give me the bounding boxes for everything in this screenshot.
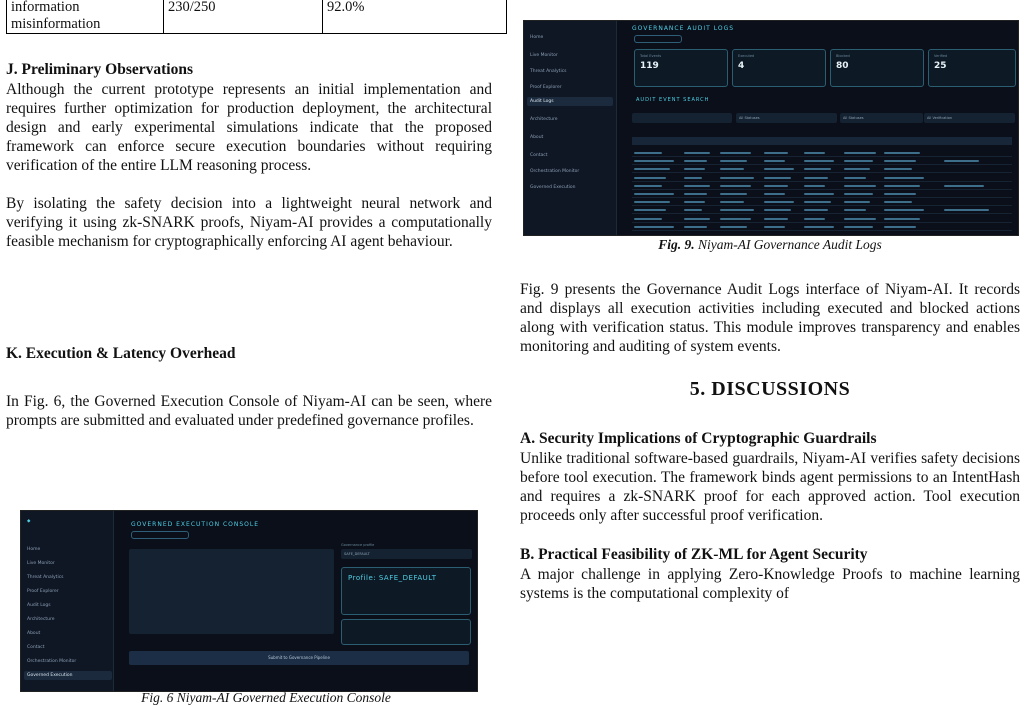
fig9-card-verified [928,49,1016,87]
fig9-table-cell [804,185,825,187]
fig9-table-cell [720,168,744,170]
fig9-table-cell [634,152,662,154]
fig9-card-label: Verified [934,54,948,58]
fig6-sidebar [21,511,114,691]
fig9-table-cell [634,177,666,179]
fig9-table-cell [684,185,710,187]
fig9-table-row [632,156,1012,157]
table-row [7,0,507,34]
fig9-card-executed [732,49,826,87]
fig6-nav-item: Architecture [27,617,55,622]
fig9-sidebar [524,21,617,235]
fig9-card-label: Blocked [836,54,850,58]
fig9-filter-status: All Statuses [736,113,837,123]
section-b-heading: B. Practical Feasibility of ZK-ML for Agent Security [520,546,868,563]
fig9-card-label: Total Events [640,54,662,58]
fig9-card-blocked [830,49,924,87]
fig6-nav-item: Threat Analytics [27,575,64,580]
fig9-table-cell [684,218,710,220]
fig9-table-cell [884,152,920,154]
fig9-table-row [632,213,1012,214]
fig9-table-cell [884,201,912,203]
fig9-table-cell [844,152,876,154]
fig9-table-cell [684,193,707,195]
section-a-text: Unlike traditional software-based guardrails, Niyam-AI verifies safety decisions before tool execution. The framework binds agent permissions to an IntentHash and requires a zk-SNARK proof for each approved action. Tool execution proceeds only after successful proof verification. [520,450,1020,524]
fig9-table-cell [764,160,785,162]
fig9-table-cell [634,226,674,228]
fig9-table-cell [884,185,920,187]
fig9-table-cell [634,209,666,211]
fig9-table-cell [720,152,751,154]
fig9-table-cell [844,226,873,228]
section-k-paragraph: In Fig. 6, the Governed Execution Console of Niyam-AI can be seen, where prompts are submitted and evaluated under predefined governance profiles. [6,393,492,429]
section-j-heading: J. Preliminary Observations [6,61,193,78]
fig9-title: GOVERNANCE AUDIT LOGS [632,25,735,32]
fig9-table-cell [944,209,989,211]
fig9-table-cell [684,168,705,170]
fig9-table-cell [634,201,670,203]
fig9-table-header [632,137,1012,145]
table-cell-category: information misinformation [7,0,164,34]
fig9-table-cell [884,160,916,162]
fig9-nav-item: Orchestration Monitor [530,169,580,174]
fig9-table-cell [634,185,662,187]
fig6-prompt-input [129,549,334,634]
fig9-table-cell [684,177,702,179]
fig9-nav-item: Governed Execution [530,185,576,190]
fig9-table-row [632,230,1012,231]
fig6-profile-select: SAFE_DEFAULT [341,549,472,559]
fig9-table-cell [720,160,747,162]
fig9-search-input [632,113,732,123]
fig9-table-cell [764,209,791,211]
fig9-nav-item: Architecture [530,117,558,122]
fig9-table-cell [804,201,831,203]
fig9-table-cell [720,209,754,211]
fig9-nav-item-active: Audit Logs [527,97,613,106]
fig9-table-cell [720,201,744,203]
section-j-paragraph-1: Although the current prototype represents an initial implementation and requires further optimization for production deployment, the architectural design and early experimental simulations indicate that the proposed framework can enforce secure execution boundaries without requiring verification of the entire LLM reasoning process. [6,81,492,174]
fig9-table-cell [634,168,670,170]
fig9-table-cell [844,177,866,179]
fig6-allowed-card [341,619,471,645]
fig9-table-cell [844,209,866,211]
fig9-table-cell [884,177,924,179]
fig6-pill [131,531,189,539]
fig6-nav-item: Audit Logs [27,603,51,608]
fig9-table-row [632,189,1012,190]
fig9-table-cell [634,160,674,162]
fig9-audit-logs-screenshot [523,20,1019,236]
fig9-table-row [632,172,1012,173]
fig9-table-cell [720,177,754,179]
fig9-nav-item: About [530,135,544,140]
fig9-table-row [632,222,1012,223]
fig9-table-cell [884,226,916,228]
fig9-table-cell [634,218,662,220]
fig6-nav-item: Proof Explorer [27,589,59,594]
fig9-card-label: Executed [738,54,755,58]
fig9-card-total [634,49,728,87]
section-b-text: A major challenge in applying Zero-Knowledge Proofs to machine learning systems is the computational complexity of [520,566,1020,602]
fig6-nav-item: Live Monitor [27,561,55,566]
fig9-table-cell [804,152,825,154]
fig6-console-screenshot [20,510,478,692]
fig9-table-row [632,197,1012,198]
fig6-caption: Fig. 6 Niyam-AI Governed Execution Console [141,690,391,705]
section-k-heading: K. Execution & Latency Overhead [6,345,236,362]
fig9-table-cell [844,193,873,195]
fig9-table-cell [944,185,984,187]
fig9-table-cell [720,226,747,228]
fig9-card-value: 80 [836,61,849,71]
fig9-table-cell [804,218,825,220]
fig9-table-cell [720,185,751,187]
fig6-logo: ◆ [27,519,31,524]
fig9-table-cell [804,209,828,211]
fig9-table-cell [684,201,705,203]
fig6-nav-item: Contact [27,645,45,650]
fig9-table-cell [884,193,916,195]
section-a-heading: A. Security Implications of Cryptographic Guardrails [520,430,877,447]
table-cell-rate: 92.0% [323,0,507,34]
fig9-table-cell [764,201,794,203]
fig9-table-row [632,205,1012,206]
fig9-nav-item: Threat Analytics [530,69,567,74]
fig9-description: Fig. 9 presents the Governance Audit Logs interface of Niyam-AI. It records and displays all execution activities including executed and blocked actions along with verification status. This module improves transparency and enables monitoring and auditing of system events. [520,281,1020,355]
fig9-nav-item: Proof Explorer [530,85,562,90]
fig9-table-cell [884,209,924,211]
fig6-nav-item: About [27,631,41,636]
fig9-table-cell [804,193,834,195]
fig9-table-cell [844,201,870,203]
fig9-table-cell [884,218,920,220]
fig6-profile-label: Governance profile [341,543,375,547]
fig9-card-value: 25 [934,61,947,71]
fig9-filter-verification: All Verification [924,113,1015,123]
fig9-table-cell [764,168,794,170]
fig9-table-cell [844,160,873,162]
results-table-fragment [6,0,507,34]
fig9-table-cell [764,185,788,187]
fig6-nav-item: Home [27,547,41,552]
fig9-table-cell [684,160,707,162]
fig9-caption: Fig. 9. Niyam-AI Governance Audit Logs [658,237,882,252]
fig9-table-cell [844,168,870,170]
fig9-table-cell [764,218,788,220]
fig9-table-cell [684,152,710,154]
fig9-nav-item: Live Monitor [530,53,558,58]
fig9-nav-item: Home [530,35,544,40]
fig9-table-row [632,181,1012,182]
fig6-nav-item: Orchestration Monitor [27,659,77,664]
fig6-profile-heading: Profile: SAFE_DEFAULT [348,574,437,582]
fig6-nav-item-active: Governed Execution [24,671,112,680]
fig9-table-cell [844,218,876,220]
fig9-table-row [632,164,1012,165]
fig9-table-cell [804,168,831,170]
fig6-title: GOVERNED EXECUTION CONSOLE [131,521,260,528]
fig9-table-cell [634,193,674,195]
fig9-pill [634,35,682,43]
fig9-table-cell [720,218,751,220]
section-j-paragraph-2: By isolating the safety decision into a lightweight neural network and verifying it using zk-SNARK proofs, Niyam-AI provides a computationally feasible mechanism for cryptographically enforcing AI agent behaviour. [6,195,492,250]
fig9-nav-item: Contact [530,153,548,158]
fig9-table-cell [844,185,876,187]
fig9-table-cell [720,193,747,195]
fig9-card-value: 4 [738,61,745,71]
fig9-table-cell [804,177,828,179]
fig9-table-cell [684,226,707,228]
table-cell-count: 230/250 [164,0,323,34]
fig9-table-cell [884,168,912,170]
fig9-table-cell [804,160,834,162]
fig6-submit-button: Submit to Governance Pipeline [129,651,469,665]
fig9-table-cell [944,160,979,162]
fig6-profile-card [341,567,471,615]
fig9-search-title: AUDIT EVENT SEARCH [636,97,710,103]
fig9-table-cell [764,193,785,195]
fig9-table-cell [764,226,785,228]
fig9-filter-status-2: All Statuses [840,113,923,123]
fig9-table-cell [804,226,834,228]
fig9-table-cell [764,152,788,154]
fig9-card-value: 119 [640,61,659,71]
section-5-heading: 5. DISCUSSIONS [689,378,851,400]
fig9-table-cell [764,177,791,179]
fig9-table-cell [684,209,702,211]
